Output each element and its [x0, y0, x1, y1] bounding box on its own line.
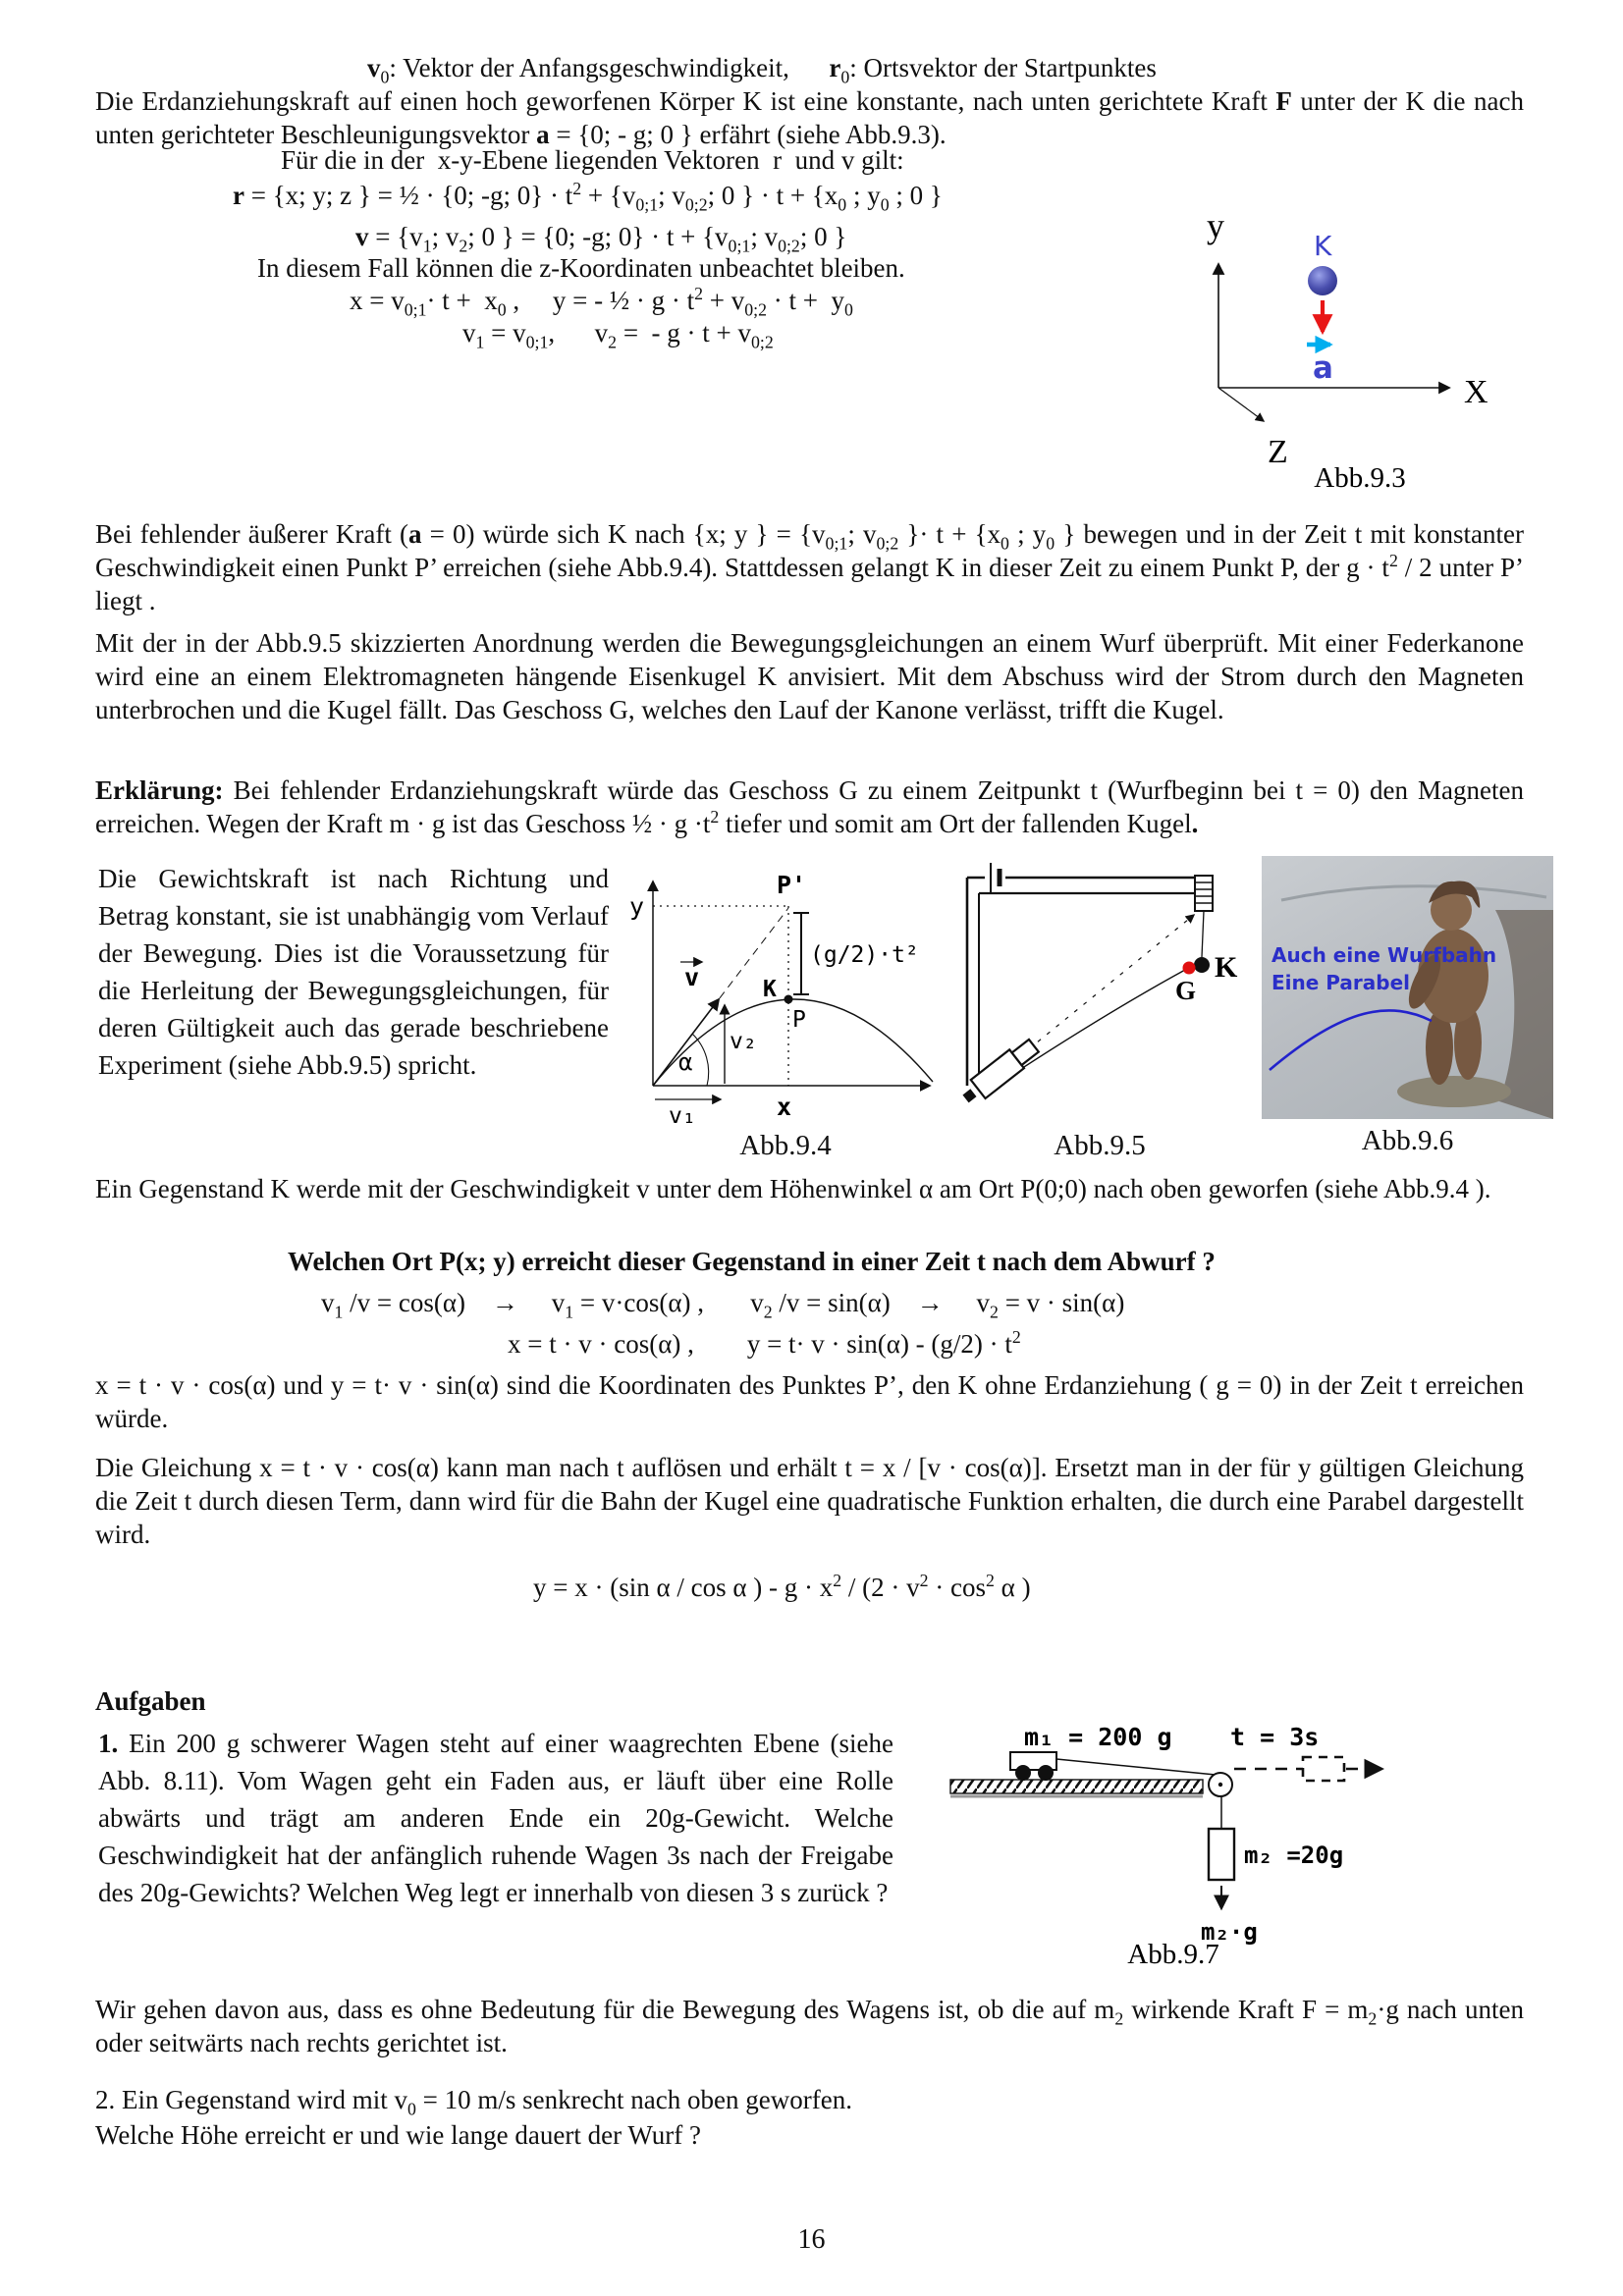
string-to-pulley [1056, 1759, 1216, 1775]
y-axis-label: y [629, 892, 645, 921]
z-axis-label: Z [1268, 434, 1288, 470]
figure-abb-9-4 [623, 852, 947, 1162]
formula-v: $v = \{v_1$; $v_2$; 0 } = {0; -g; $0\} \cdot t + \{v_{0;1}$; $v_{0;2}$; 0 } [355, 222, 847, 256]
velocity-label: v [684, 963, 700, 991]
cart-pulley-diagram [938, 1706, 1507, 1966]
figure-abb-9-3 [1183, 137, 1576, 501]
aim-dashed-line [1010, 915, 1197, 1064]
formula-trig: $v_1$ /v = cos(α) → $v_1 = v\cdot\cos(\alpha)$ , $v_2$ /v = sin(α) → $v_2 = v \cdot \sin(\alpha)$ [321, 1288, 1125, 1322]
x-axis-label: x [777, 1093, 792, 1121]
acceleration-label: a [1313, 350, 1333, 386]
ghost-weight-box [1303, 1757, 1344, 1781]
electromagnet-coil [1195, 876, 1213, 911]
vectors-intro: Für die in der x-y-Ebene liegenden Vektoren r und v gilt: [281, 145, 904, 175]
cart-wheel-left [1015, 1765, 1031, 1781]
figure-caption: Abb.9.4 [739, 1130, 832, 1161]
hanging-string [1202, 911, 1204, 957]
figure-abb-9-5 [947, 852, 1252, 1162]
projectile-g-dot [1183, 962, 1196, 975]
spring-cannon [958, 1037, 1041, 1108]
formula-v12: $v_1 = v_{0;1}$, $v_2$ = - $g \cdot t + v_{0;2}$ [462, 318, 774, 352]
cannon-magnet-apparatus [947, 852, 1252, 1125]
paragraph-no-force: Bei fehlender äußerer Kraft (a = 0) würde sich K nach {x; y } = {$v_{0;1}$; $v_{0;2}$ }· $t + \{x_0$ ; $y_0$ } bewegen und in der Zeit t mit konstanter Geschwindigkeit einen Punkt P’ erreichen (siehe Abb.9.4). Stattdessen gelangt K in dieser Zeit zu einem Punkt P, der $g \cdot t^2 / 2$ unter P’ liegt . [95, 519, 1524, 615]
z-note: In diesem Fall können die z-Koordinaten unbeachtet bleiben. [257, 253, 905, 283]
parabola-curve [1270, 1010, 1432, 1070]
point-k-label: K [763, 977, 777, 1002]
figure-caption: Abb.9.6 [1361, 1125, 1454, 1156]
coordinate-system-diagram [1183, 137, 1576, 501]
stone-arc [1281, 886, 1546, 900]
paragraph-equation: Die Gleichung x = t · v · cos(α) kann man nach t auflösen und erhält t = x / [v · cos(α)]. Ersetzt man in der für y gültigen Gleichung die Zeit t durch diesen Term, dann wird für die Bahn der Kugel eine quadratische Funktion erhalten, die durch eine Parabel dargestellt wird. [95, 1453, 1524, 1549]
overlay-text-line2: Eine Parabel [1271, 971, 1410, 994]
formula-xy2: x = t · v · cos(α) , $y = t\cdot v \cdot \sin(\alpha) - (g/2) \cdot t^2$ [508, 1327, 1021, 1359]
paragraph-apparatus: Mit der in der Abb.9.5 skizzierten Anordnung werden die Bewegungsgleichungen an einem Wurf überprüft. Mit einer Federkanone wird eine an einem Elektromagneten hängende Eisenkugel K anvisiert. Mit dem Abschuss wird der Strom durch den Magneten unterbrochen und die Kugel fällt. Das Geschoss G, welches den Lauf der Kanone verlässt, trifft die Kugel. [95, 628, 1524, 724]
formula-r: r = {x; y; z } = ½ · {0; -g; $0\} \cdot t^2 + \{v_{0;1}$; $v_{0;2}$; 0 } · $t + \{x_0$ ; $y_0$ ; 0 } [233, 179, 943, 215]
page-number: 16 [797, 2224, 826, 2255]
v1-label: v₁ [669, 1103, 696, 1125]
statue-photo [1262, 856, 1553, 1119]
hanging-weight [1209, 1829, 1234, 1880]
x-axis-label: X [1464, 374, 1488, 410]
v2-label: v₂ [730, 1029, 757, 1054]
mass2-label: m₂ =20g [1244, 1842, 1344, 1869]
y-axis-label: y [1207, 206, 1224, 245]
figure-abb-9-7 [938, 1706, 1507, 1966]
gravity-force-label: m₂·g [1201, 1918, 1258, 1946]
ball-k-label: K [1215, 951, 1238, 984]
overlay-text-line1: Auch eine Wurfbahn [1271, 943, 1497, 967]
cart-wheel-right [1038, 1765, 1054, 1781]
cannon-base [962, 1089, 976, 1102]
body-k-label: K [1314, 230, 1332, 262]
pulley-axle-dot [1218, 1783, 1222, 1787]
figure-caption: Abb.9.7 [1127, 1939, 1219, 1966]
tasks-heading: Aufgaben [95, 1686, 206, 1716]
formula-xy: $x = v_{0;1}\cdot t + x_0$ , y = - ½ · $g \cdot t^2 + v_{0;2} \cdot t + y_0$ [350, 284, 853, 320]
figure-abb-9-6 [1262, 856, 1553, 1157]
point-k-dot [784, 995, 793, 1004]
mass1-label: m₁ = 200 g [1024, 1723, 1172, 1751]
pedestal [1397, 1076, 1511, 1107]
z-axis [1218, 388, 1264, 421]
figure-caption: Abb.9.3 [1314, 462, 1406, 494]
drop-distance-label: (g/2)·t² [810, 942, 919, 968]
paragraph-explanation: Erklärung: Bei fehlender Erdanziehungskraft würde das Geschoss G zu einem Zeitpunkt t (Wurfbeginn bei t = 0) den Magneten erreichen. Wegen der Kraft m · g ist das Geschoss ½ · $g \cdot t^2$ tiefer und somit am Ort der fallenden Kugel. [95, 775, 1524, 838]
ground-hatched-bar [950, 1780, 1203, 1793]
task-1-text: 1. Ein 200 g schwerer Wagen steht auf einer waagrechten Ebene (siehe Abb. 8.11). Vom Wagen geht ein Faden aus, er läuft über eine Rolle abwärts und trägt am anderen Ende ein 20g-Gewicht. Welche Geschwindigkeit hat der anfänglich ruhende Wagen 3s nach der Freigabe des 20g-Gewichts? Welchen Weg legt er innerhalb von diesen 3 s zurück ? [98, 1729, 893, 1907]
paragraph-coords: x = t · v · cos(α) und y = t· v · sin(α) sind die Koordinaten des Punktes P’, den K ohne Erdanziehung ( g = 0) in der Zeit t erreichen würde. [95, 1370, 1524, 1433]
formula-parabola: y = x · (sin α / cos α ) - $g \cdot x^2 / (2 \cdot v^2 \cdot \cos^2 \alpha$ ) [533, 1571, 1031, 1602]
trajectory-diagram [623, 852, 947, 1125]
paragraph-gravity: Die Erdanziehungskraft auf einen hoch geworfenen Körper K ist eine konstante, nach unten gerichtete Kraft F unter der K die nach unten gerichteter Beschleunigungsvektor a = {0; - g; 0 } erfährt (siehe Abb.9.3). [95, 86, 1524, 149]
statue-illustration [1262, 856, 1553, 1119]
paragraph-throw: Ein Gegenstand K werde mit der Geschwindigkeit v unter dem Höhenwinkel α am Ort P(0;0) nach oben geworfen (siehe Abb.9.4 ). [95, 1174, 1491, 1203]
point-p-label: P [792, 1007, 806, 1033]
time-label: t = 3s [1230, 1723, 1320, 1751]
paragraph-assumption: Wir gehen davon aus, dass es ohne Bedeutung für die Bewegung des Wagens ist, ob die auf $m_2$ wirkende Kraft $F = m_2\cdot g$ nach unten oder seitwärts nach rechts gerichtet ist. [95, 1995, 1524, 2057]
task-2-line1: 2. Ein Gegenstand wird mit $v_0 = 10$ m/s senkrecht nach oben geworfen. [95, 2085, 852, 2119]
iron-ball-k [1194, 957, 1210, 973]
figure-caption: Abb.9.5 [1054, 1130, 1146, 1161]
alpha-label: α [678, 1048, 693, 1076]
projectile-trajectory [1004, 970, 1185, 1080]
question-heading: Welchen Ort P(x; y) erreicht dieser Gegenstand in einer Zeit t nach dem Abwurf ? [288, 1247, 1216, 1276]
paragraph-weight-force: Die Gewichtskraft ist nach Richtung und Betrag konstant, sie ist unabhängig vom Verlauf der Bewegung. Dies ist die Voraussetzung für die Herleitung der Bewegungsgleichungen, für deren Gültigkeit auch das gerade beschriebene Experiment (siehe Abb.9.5) spricht. [98, 864, 609, 1080]
task-2-line2: Welche Höhe erreicht er und wie lange dauert der Wurf ? [95, 2120, 701, 2150]
body-k-ball [1308, 266, 1337, 295]
legend-line: $v_0$: Vektor der Anfangsgeschwindigkeit, $r_0$: Ortsvektor der Startpunktes [367, 53, 1157, 87]
projectile-g-label: G [1175, 976, 1197, 1005]
point-p-prime-label: P' [777, 871, 807, 899]
